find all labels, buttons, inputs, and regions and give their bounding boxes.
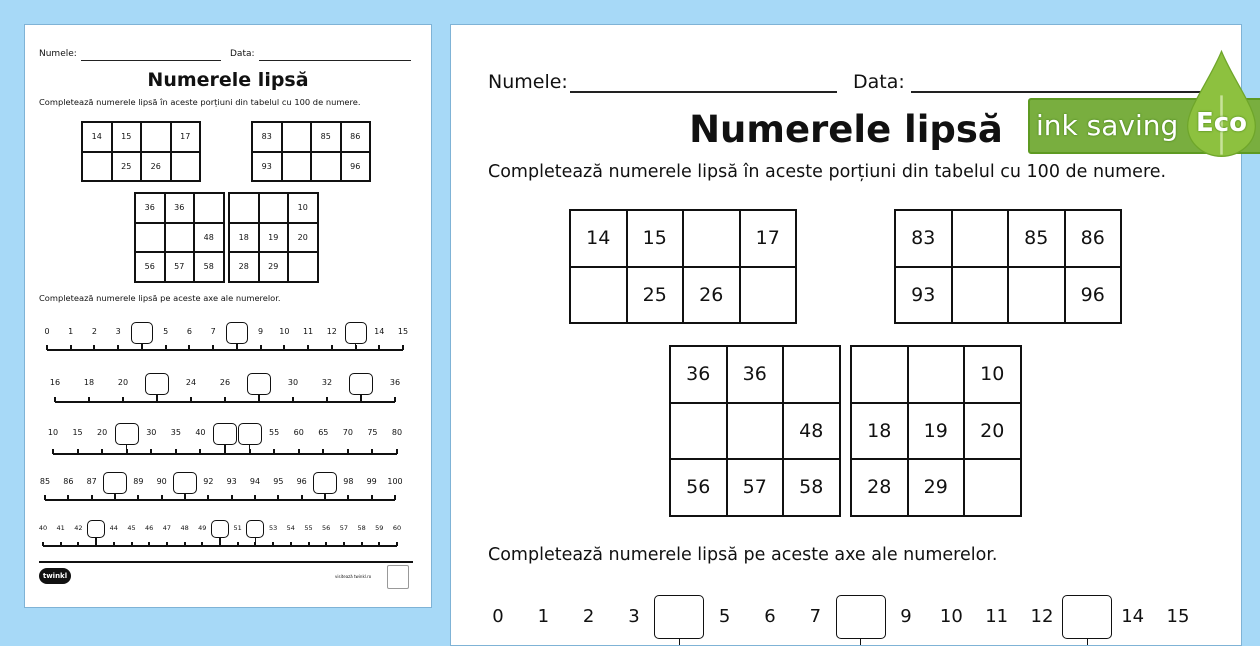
date-label: Data:: [853, 71, 905, 93]
grid-3: [669, 345, 841, 517]
answer-box-stem: [324, 494, 326, 499]
answer-box-stem: [255, 538, 257, 545]
number-line-label: 15: [72, 428, 83, 438]
grid-cell-blank[interactable]: [727, 403, 784, 460]
grid-1: [569, 209, 797, 324]
ink-saving-text: ink saving: [1036, 109, 1179, 142]
number-line-tick: [307, 345, 309, 350]
grid-cell-blank[interactable]: [783, 346, 840, 403]
grid-cell: 18: [851, 403, 908, 460]
number-line-label: 1: [68, 327, 74, 337]
grid-cell: 96: [1065, 267, 1122, 324]
number-line-label: 35: [170, 428, 181, 438]
answer-box[interactable]: [103, 472, 127, 494]
grid-cell: 48: [783, 403, 840, 460]
grid-cell-blank[interactable]: [282, 152, 312, 182]
number-line-label: 60: [293, 428, 304, 438]
grid-instruction: Completează numerele lipsă în aceste porțiuni din tabelul cu 100 de numere.: [39, 97, 361, 107]
number-line-label: 30: [146, 428, 157, 438]
number-line-tick: [394, 495, 396, 500]
number-line-label: 59: [375, 524, 384, 533]
number-line-label: 1: [537, 606, 550, 628]
number-line-tick: [148, 542, 150, 546]
answer-box[interactable]: [145, 373, 169, 395]
grid-cell-blank[interactable]: [851, 346, 908, 403]
number-line-label: 56: [322, 524, 331, 533]
grid-cell: 36: [727, 346, 784, 403]
number-line-tick: [290, 542, 292, 546]
answer-box-stem: [219, 538, 221, 545]
number-line-label: 36: [389, 378, 401, 388]
answer-box[interactable]: [247, 373, 271, 395]
grid-cell: 29: [908, 459, 965, 516]
number-line-label: 14: [374, 327, 385, 337]
number-line-tick: [322, 449, 324, 454]
answer-box[interactable]: [836, 595, 886, 639]
grid-cell-blank[interactable]: [952, 210, 1009, 267]
answer-box[interactable]: [87, 520, 105, 538]
number-line-label: 90: [156, 477, 167, 487]
number-line-tick: [224, 397, 226, 402]
number-line-label: 57: [339, 524, 349, 533]
number-line-tick: [190, 397, 192, 402]
grid-2: [894, 209, 1122, 324]
date-line: [911, 91, 1201, 93]
number-line-label: 9: [258, 327, 264, 337]
number-line-tick: [378, 345, 380, 350]
number-line-label: 65: [318, 428, 329, 438]
grid-cell: 96: [341, 152, 371, 182]
number-line-tick: [394, 397, 396, 402]
grid-cell: 57: [165, 252, 195, 282]
answer-box[interactable]: [349, 373, 373, 395]
grid-cell: 14: [82, 122, 112, 152]
grid-cell: 25: [627, 267, 684, 324]
number-line-label: 94: [249, 477, 261, 487]
number-line-tick: [361, 542, 363, 546]
number-line-label: 99: [366, 477, 377, 487]
number-line-tick: [77, 542, 79, 546]
quality-badge-icon: [387, 565, 409, 589]
answer-box-stem: [95, 538, 97, 545]
number-line-tick: [91, 495, 93, 500]
number-line-tick: [301, 495, 303, 500]
number-line-label: 6: [764, 606, 776, 628]
answer-box-stem: [249, 445, 251, 453]
number-line-label: 96: [296, 477, 307, 487]
number-line-tick: [371, 495, 373, 500]
number-line-tick: [67, 495, 69, 500]
grid-cell-blank[interactable]: [683, 210, 740, 267]
number-line-tick: [396, 449, 398, 454]
answer-box-stem: [355, 344, 357, 349]
grid-cell: 20: [288, 223, 318, 253]
number-line-tick: [188, 345, 190, 350]
number-line-label: 44: [109, 524, 118, 533]
answer-box-stem: [258, 395, 260, 401]
number-line-label: 60: [392, 524, 402, 533]
number-line-label: 48: [180, 524, 189, 533]
grid-cell: 86: [1065, 210, 1122, 267]
number-line-label: 58: [357, 524, 366, 533]
answer-box[interactable]: [115, 423, 139, 445]
number-line-label: 6: [186, 327, 192, 337]
number-line-label: 0: [44, 327, 50, 337]
grid-2: [251, 121, 371, 182]
grid-cell: 56: [670, 459, 727, 516]
grid-cell-blank[interactable]: [740, 267, 797, 324]
number-line-tick: [308, 542, 310, 546]
grid-cell-blank[interactable]: [1008, 267, 1065, 324]
number-line-tick: [175, 449, 177, 454]
number-line-tick: [347, 495, 349, 500]
number-line-tick: [325, 542, 327, 546]
grid-cell: 36: [165, 193, 195, 223]
number-line-tick: [326, 397, 328, 402]
name-line: [81, 60, 221, 61]
number-line-tick: [347, 449, 349, 454]
grid-cell-blank[interactable]: [229, 193, 259, 223]
number-line-tick: [137, 495, 139, 500]
number-line-label: 45: [127, 524, 136, 533]
answer-box[interactable]: [238, 423, 262, 445]
number-line-label: 89: [133, 477, 144, 487]
grid-cell: 48: [194, 223, 224, 253]
number-line-tick: [237, 542, 239, 546]
grid-cell: 25: [112, 152, 142, 182]
answer-box-stem: [360, 395, 362, 401]
number-line-tick: [331, 345, 333, 350]
number-line-label: 42: [74, 524, 83, 533]
number-line-label: 32: [321, 378, 333, 388]
date-label: Data:: [230, 49, 255, 59]
number-line-label: 20: [97, 428, 108, 438]
number-line-tick: [70, 345, 72, 350]
grid-cell: 85: [311, 122, 341, 152]
answer-box-stem: [156, 395, 158, 401]
grid-cell: 17: [171, 122, 201, 152]
number-line-label: 54: [286, 524, 295, 533]
number-line-tick: [184, 542, 186, 546]
number-line-label: 85: [39, 477, 51, 487]
grid-instruction: Completează numerele lipsă în aceste porțiuni din tabelul cu 100 de numere.: [488, 162, 1167, 182]
number-line-label: 46: [145, 524, 154, 533]
grid-3: [134, 192, 225, 283]
number-line-label: 26: [219, 378, 231, 388]
number-line-label: 2: [582, 606, 595, 628]
grid-cell-blank[interactable]: [259, 193, 289, 223]
number-line-label: 51: [233, 524, 242, 533]
number-line-label: 10: [939, 606, 963, 628]
number-line-label: 18: [83, 378, 95, 388]
answer-box[interactable]: [173, 472, 197, 494]
answer-box[interactable]: [211, 520, 229, 538]
grid-cell: 20: [964, 403, 1021, 460]
number-line-tick: [150, 449, 152, 454]
number-line-label: 75: [367, 428, 378, 438]
answer-box-stem: [141, 344, 143, 349]
number-line-tick: [44, 495, 46, 500]
number-line-label: 2: [91, 327, 97, 337]
number-line-tick: [161, 495, 163, 500]
grid-cell: 26: [683, 267, 740, 324]
number-line-tick: [283, 345, 285, 350]
page-title: Numerele lipsă: [689, 108, 1003, 151]
number-line-label: 14: [1121, 606, 1145, 628]
number-line-label: 95: [273, 477, 284, 487]
number-line-label: 3: [115, 327, 121, 337]
number-line-label: 40: [38, 524, 48, 533]
grid-cell: 10: [964, 346, 1021, 403]
number-line-label: 12: [326, 327, 337, 337]
number-line-label: 55: [269, 428, 280, 438]
grid-cell: 28: [229, 252, 259, 282]
grid-cell: 19: [259, 223, 289, 253]
number-line-label: 100: [387, 477, 403, 487]
page-title: Numerele lipsă: [147, 69, 309, 91]
number-line-tick: [46, 345, 48, 350]
answer-box[interactable]: [313, 472, 337, 494]
number-line-tick: [272, 542, 274, 546]
number-line-tick: [201, 542, 203, 546]
number-line-tick: [199, 449, 201, 454]
grid-cell: 17: [740, 210, 797, 267]
grid-cell: 86: [341, 122, 371, 152]
number-line-label: 5: [163, 327, 169, 337]
number-line-label: 11: [985, 606, 1009, 628]
grid-cell-blank[interactable]: [141, 122, 171, 152]
number-line-tick: [277, 495, 279, 500]
answer-box[interactable]: [213, 423, 237, 445]
grid-cell-blank[interactable]: [194, 193, 224, 223]
twinkl-logo: twinkl: [39, 568, 71, 584]
grid-cell: 19: [908, 403, 965, 460]
number-line-label: 80: [391, 428, 403, 438]
number-line-label: 93: [226, 477, 237, 487]
number-line-label: 53: [268, 524, 278, 533]
answer-box[interactable]: [131, 322, 153, 344]
number-line-label: 47: [162, 524, 172, 533]
number-line-label: 10: [279, 327, 290, 337]
grid-cell: 93: [895, 267, 952, 324]
number-line-tick: [273, 449, 275, 454]
number-line-tick: [60, 542, 62, 546]
answer-box-stem: [860, 639, 862, 646]
number-line-label: 20: [117, 378, 129, 388]
number-line-label: 10: [47, 428, 59, 438]
answer-box[interactable]: [1062, 595, 1112, 639]
number-line-tick: [231, 495, 233, 500]
number-line-label: 87: [86, 477, 97, 487]
number-line-label: 98: [343, 477, 354, 487]
footer-rule: [39, 561, 413, 563]
answer-box-stem: [224, 445, 226, 453]
grid-cell: 18: [229, 223, 259, 253]
number-line-label: 11: [302, 327, 314, 337]
answer-box[interactable]: [246, 520, 264, 538]
grid-cell-blank[interactable]: [311, 152, 341, 182]
number-line-tick: [212, 345, 214, 350]
footer-url: visitează twinkl.ro: [335, 574, 372, 579]
answer-box-stem: [236, 344, 238, 349]
number-line-tick: [42, 542, 44, 546]
grid-cell-blank[interactable]: [135, 223, 165, 253]
answer-box[interactable]: [226, 322, 248, 344]
number-line-tick: [52, 449, 54, 454]
grid-cell: 36: [135, 193, 165, 223]
number-line-tick: [113, 542, 115, 546]
name-label: Numele:: [488, 71, 568, 93]
number-line-label: 55: [304, 524, 313, 533]
grid-cell: 28: [851, 459, 908, 516]
grid-cell-blank[interactable]: [570, 267, 627, 324]
number-line-label: 7: [809, 606, 822, 628]
number-line-axis: [45, 499, 395, 501]
number-line-tick: [260, 345, 262, 350]
answer-box[interactable]: [345, 322, 367, 344]
number-line-label: 0: [492, 606, 504, 628]
number-line-tick: [122, 397, 124, 402]
number-line-label: 41: [56, 524, 65, 533]
answer-box-stem: [1087, 639, 1089, 646]
number-line-tick: [166, 542, 168, 546]
number-line-tick: [292, 397, 294, 402]
number-line-label: 70: [342, 428, 353, 438]
number-line-tick: [165, 345, 167, 350]
grid-cell: 57: [727, 459, 784, 516]
name-label: Numele:: [39, 49, 77, 59]
number-line-tick: [378, 542, 380, 546]
grid-1: [81, 121, 201, 182]
number-line-label: 5: [718, 606, 731, 628]
grid-cell: 83: [895, 210, 952, 267]
number-line-label: 15: [397, 327, 409, 337]
grid-4: [850, 345, 1022, 517]
worksheet-thumbnail[interactable]: [24, 24, 432, 608]
number-line-label: 86: [63, 477, 74, 487]
answer-box-stem: [126, 445, 128, 453]
grid-cell-blank[interactable]: [964, 459, 1021, 516]
number-line-tick: [254, 495, 256, 500]
number-line-axis: [47, 349, 403, 351]
grid-cell-blank[interactable]: [165, 223, 195, 253]
eco-text: Eco: [1196, 108, 1248, 138]
number-line-tick: [93, 345, 95, 350]
grid-cell-blank[interactable]: [82, 152, 112, 182]
number-line-tick: [371, 449, 373, 454]
number-line-label: 16: [49, 378, 61, 388]
grid-cell: 58: [194, 252, 224, 282]
number-line-tick: [117, 345, 119, 350]
grid-cell: 36: [670, 346, 727, 403]
number-line-label: 30: [287, 378, 299, 388]
number-line-tick: [298, 449, 300, 454]
grid-cell: 14: [570, 210, 627, 267]
number-line-tick: [101, 449, 103, 454]
grid-cell-blank[interactable]: [952, 267, 1009, 324]
grid-cell-blank[interactable]: [171, 152, 201, 182]
grid-cell: 58: [783, 459, 840, 516]
grid-cell-blank[interactable]: [670, 403, 727, 460]
number-line-label: 9: [900, 606, 912, 628]
grid-cell: 85: [1008, 210, 1065, 267]
number-line-tick: [402, 345, 404, 350]
name-line: [570, 91, 837, 93]
grid-cell: 15: [627, 210, 684, 267]
number-line-tick: [88, 397, 90, 402]
eco-drop-icon: [1183, 48, 1260, 158]
grid-cell: 93: [252, 152, 282, 182]
grid-cell-blank[interactable]: [282, 122, 312, 152]
grid-cell: 10: [288, 193, 318, 223]
answer-box-stem: [184, 494, 186, 499]
date-line: [259, 60, 411, 61]
grid-4: [228, 192, 319, 283]
number-line-label: 24: [185, 378, 197, 388]
number-line-tick: [131, 542, 133, 546]
number-line-label: 40: [195, 428, 206, 438]
answer-box-stem: [114, 494, 116, 499]
answer-box[interactable]: [654, 595, 704, 639]
numberline-instruction: Completează numerele lipsă pe aceste axe ale numerelor.: [39, 293, 281, 303]
number-line-tick: [343, 542, 345, 546]
number-line-label: 12: [1030, 606, 1054, 628]
number-line-label: 15: [1166, 606, 1190, 628]
grid-cell: 83: [252, 122, 282, 152]
number-line-label: 92: [203, 477, 214, 487]
grid-cell: 15: [112, 122, 142, 152]
grid-cell-blank[interactable]: [288, 252, 318, 282]
number-line-tick: [207, 495, 209, 500]
number-line-tick: [54, 397, 56, 402]
number-line-label: 7: [210, 327, 216, 337]
number-line-label: 3: [628, 606, 640, 628]
number-line-label: 49: [198, 524, 207, 533]
grid-cell-blank[interactable]: [908, 346, 965, 403]
grid-cell: 29: [259, 252, 289, 282]
number-line-tick: [77, 449, 79, 454]
grid-cell: 56: [135, 252, 165, 282]
numberline-instruction: Completează numerele lipsă pe aceste axe ale numerelor.: [488, 545, 998, 565]
answer-box-stem: [679, 639, 681, 646]
grid-cell: 26: [141, 152, 171, 182]
number-line-tick: [396, 542, 398, 546]
